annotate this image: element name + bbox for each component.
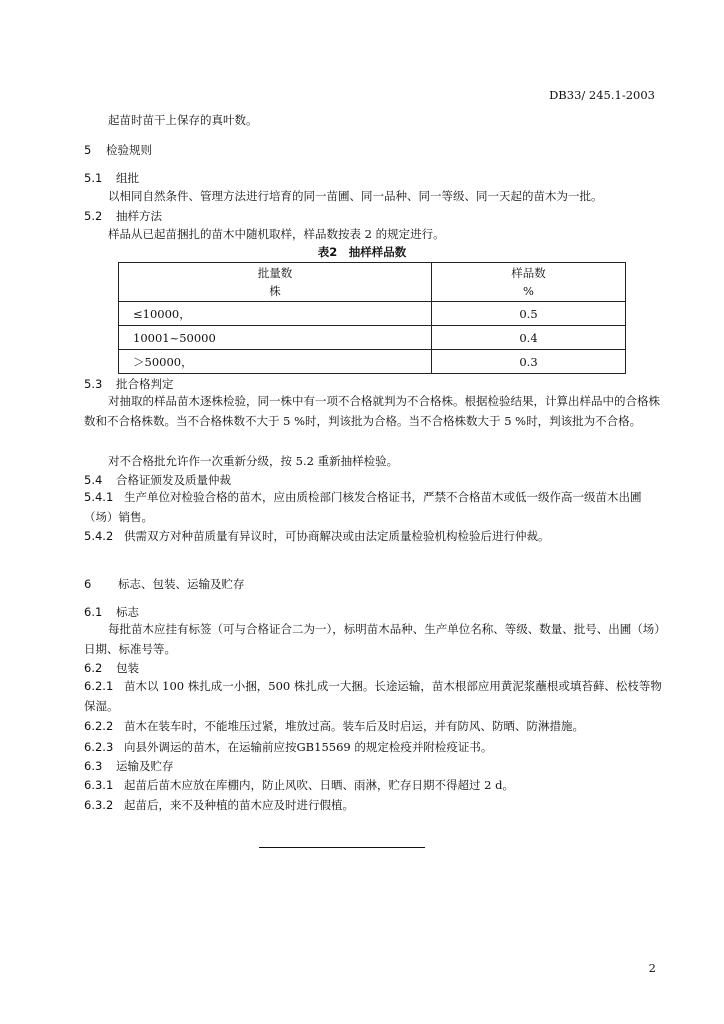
- table-row: [119, 302, 626, 326]
- section-number: 6.3: [84, 759, 103, 773]
- section-number: 6: [84, 577, 92, 591]
- continued-text: 起苗时苗干上保存的真叶数。: [108, 113, 258, 127]
- section-text: 向县外调运的苗木，在运输前应按GB15569 的规定检疫并附检疫证书。: [124, 740, 493, 754]
- section-5-heading: [84, 142, 152, 158]
- sample-table: [118, 262, 626, 374]
- section-title: 包装: [116, 661, 139, 675]
- table-header-row: [119, 263, 626, 302]
- section-6-1-heading: [84, 604, 139, 620]
- section-number: 5.1: [84, 171, 103, 185]
- end-rule: [259, 847, 425, 848]
- section-number: 6.2.2: [84, 719, 114, 733]
- section-6-2-1: [84, 676, 662, 716]
- section-number: 6.3.1: [84, 778, 114, 792]
- section-title: 检验规则: [106, 143, 152, 157]
- section-text: 生产单位对检验合格的苗木，应由质检部门核发合格证书，严禁不合格苗木或低一级作高一级苗木出圃（场）销售。: [84, 490, 642, 524]
- sample-cell: 0.4: [432, 326, 626, 350]
- section-number: 5.2: [84, 209, 103, 223]
- section-5-1-text: 以相同自然条件、管理方法进行培育的同一苗圃、同一品种、同一等级、同一天起的苗木为一批。: [108, 189, 603, 203]
- section-6-3-2: [84, 797, 354, 813]
- section-title: 批合格判定: [116, 377, 174, 391]
- table-row: [119, 350, 626, 374]
- header-batch: [119, 263, 432, 302]
- document-number: DB33/ 245.1-2003: [549, 88, 655, 102]
- section-6-3-heading: [84, 758, 174, 774]
- section-5-4-2: [84, 528, 550, 544]
- batch-cell: 10001~50000: [119, 326, 432, 350]
- section-6-3-1: [84, 777, 514, 793]
- section-number: 6.2: [84, 661, 103, 675]
- section-5-2-heading: [84, 208, 162, 224]
- section-6-2-heading: [84, 660, 139, 676]
- sample-cell: 0.5: [432, 302, 626, 326]
- section-5-1-heading: [84, 170, 139, 186]
- section-6-heading: [84, 576, 245, 592]
- header-sample-unit: %: [523, 284, 534, 298]
- section-5-3-text: 对抽取的样品苗木逐株检验，同一株中有一项不合格就判为不合格株。根据检验结果，计算出样品中的合格株数和不合格株数。当不合格株数不大于 5 %时，判该批为合格。当不合格株数大于 5 %时，判该批为不合格。: [84, 394, 660, 428]
- section-number: 6.3.2: [84, 798, 114, 812]
- header-sample-label: 样品数: [511, 266, 546, 280]
- header-batch-unit: 株: [269, 284, 281, 298]
- section-title: 标志、包装、运输及贮存: [118, 577, 245, 591]
- section-5-2-text: 样品从已起苗捆扎的苗木中随机取样，样品数按表 2 的规定进行。: [108, 227, 445, 241]
- batch-cell: ≤10000，: [119, 302, 432, 326]
- section-number: 5.4.1: [84, 490, 114, 504]
- section-text: 供需双方对种苗质量有异议时，可协商解决或由法定质量检验机构检验后进行仲裁。: [124, 529, 550, 543]
- section-title: 标志: [116, 605, 139, 619]
- page-number: 2: [648, 961, 656, 975]
- section-5-4-1: [84, 487, 662, 527]
- section-title: 运输及贮存: [116, 759, 174, 773]
- table-caption: 表2 抽样样品数: [317, 245, 407, 259]
- section-6-2-3: [84, 739, 492, 755]
- header-sample: [432, 263, 626, 302]
- section-title: 合格证颁发及质量仲裁: [116, 473, 231, 487]
- section-number: 5.4.2: [84, 529, 114, 543]
- section-6-2-2: [84, 718, 584, 734]
- section-number: 6.1: [84, 605, 103, 619]
- section-6-1-text: 每批苗木应挂有标签（可与合格证合二为一），标明苗木品种、生产单位名称、等级、数量、批号、出圃（场）日期、标准号等。: [84, 622, 660, 656]
- section-text: 起苗后，来不及种植的苗木应及时进行假植。: [124, 798, 354, 812]
- section-5-3-text-2: 对不合格批允许作一次重新分级，按 5.2 重新抽样检验。: [108, 454, 399, 468]
- section-text: 苗木在装车时，不能堆压过紧，堆放过高。装车后及时启运，并有防风、防晒、防淋措施。: [124, 719, 584, 733]
- table-row: [119, 326, 626, 350]
- section-title: 组批: [116, 171, 139, 185]
- batch-cell: ＞50000，: [119, 350, 432, 374]
- section-5-3-heading: [84, 376, 174, 392]
- section-text: 苗木以 100 株扎成一小捆，500 株扎成一大捆。长途运输，苗木根部应用黄泥浆蘸根或填苔藓、松枝等物保湿。: [84, 679, 662, 713]
- section-number: 5.3: [84, 377, 103, 391]
- section-5-4-heading: [84, 472, 231, 488]
- section-number: 6.2.1: [84, 679, 114, 693]
- header-batch-label: 批量数: [257, 266, 293, 280]
- sample-cell: 0.3: [432, 350, 626, 374]
- section-number: 5.4: [84, 473, 103, 487]
- section-title: 抽样方法: [116, 209, 162, 223]
- section-number: 5: [84, 143, 92, 157]
- section-text: 起苗后苗木应放在库棚内，防止风吹、日晒、雨淋，贮存日期不得超过 2 d。: [124, 778, 514, 792]
- section-number: 6.2.3: [84, 740, 114, 754]
